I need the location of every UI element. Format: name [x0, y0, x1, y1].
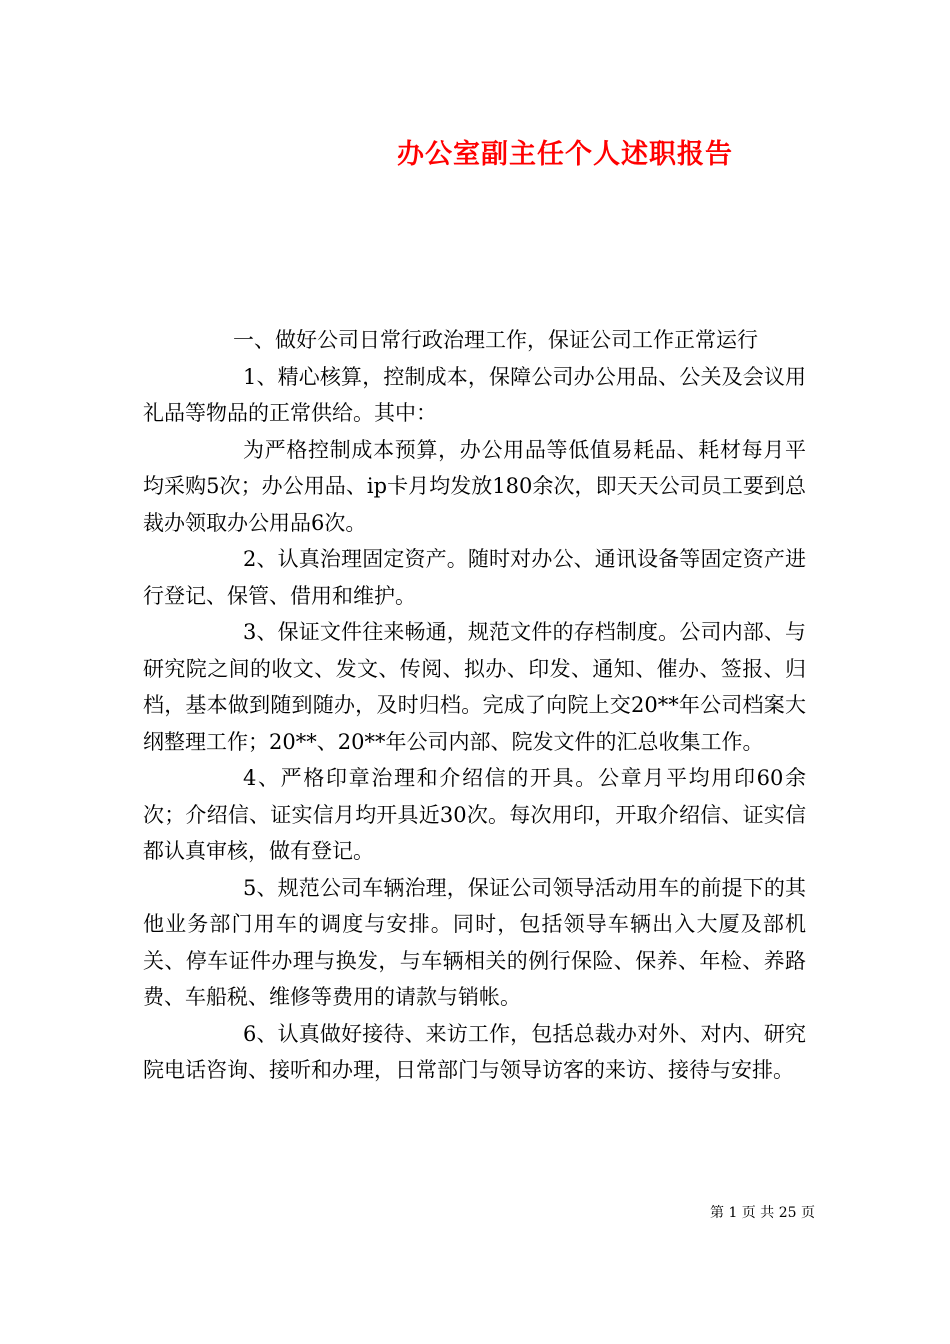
paragraph-2: 为严格控制成本预算，办公用品等低值易耗品、耗材每月平均采购5次；办公用品、ip卡月均发放180余次，即天天公司员工要到总裁办领取办公用品6次。	[143, 437, 806, 535]
document-title: 办公室副主任个人述职报告	[397, 139, 733, 170]
document-body	[143, 322, 806, 1089]
paragraph-5: 4、严格印章治理和介绍信的开具。公章月平均用印60余次；介绍信、证实信月均开具近30次。每次用印，开取介绍信、证实信都认真审核，做有登记。	[143, 766, 806, 863]
paragraph-7: 6、认真做好接待、来访工作，包括总裁办对外、对内、研究院电话咨询、接听和办理，日常部门与领导访客的来访、接待与安排。	[143, 1021, 806, 1082]
paragraph-4: 3、保证文件往来畅通，规范文件的存档制度。公司内部、与研究院之间的收文、发文、传阅、拟办、印发、通知、催办、签报、归档，基本做到随到随办，及时归档。完成了向院上交20**年公司档案大纲整理工作；20**、20**年公司内部、院发文件的汇总收集工作。	[143, 620, 806, 754]
page-number-label: 第 1 页 共 25 页	[710, 1205, 815, 1221]
paragraph-6: 5、规范公司车辆治理，保证公司领导活动用车的前提下的其他业务部门用车的调度与安排。同时，包括领导车辆出入大厦及部机关、停车证件办理与换发，与车辆相关的例行保险、保养、年检、养路费、车船税、维修等费用的请款与销帐。	[143, 875, 806, 1009]
section-heading: 一、做好公司日常行政治理工作，保证公司工作正常运行	[233, 328, 758, 352]
paragraph-1: 1、精心核算，控制成本，保障公司办公用品、公关及会议用礼品等物品的正常供给。其中：	[143, 364, 806, 425]
page-number	[710, 1202, 815, 1222]
paragraph-3: 2、认真治理固定资产。随时对办公、通讯设备等固定资产进行登记、保管、借用和维护。	[143, 547, 806, 608]
